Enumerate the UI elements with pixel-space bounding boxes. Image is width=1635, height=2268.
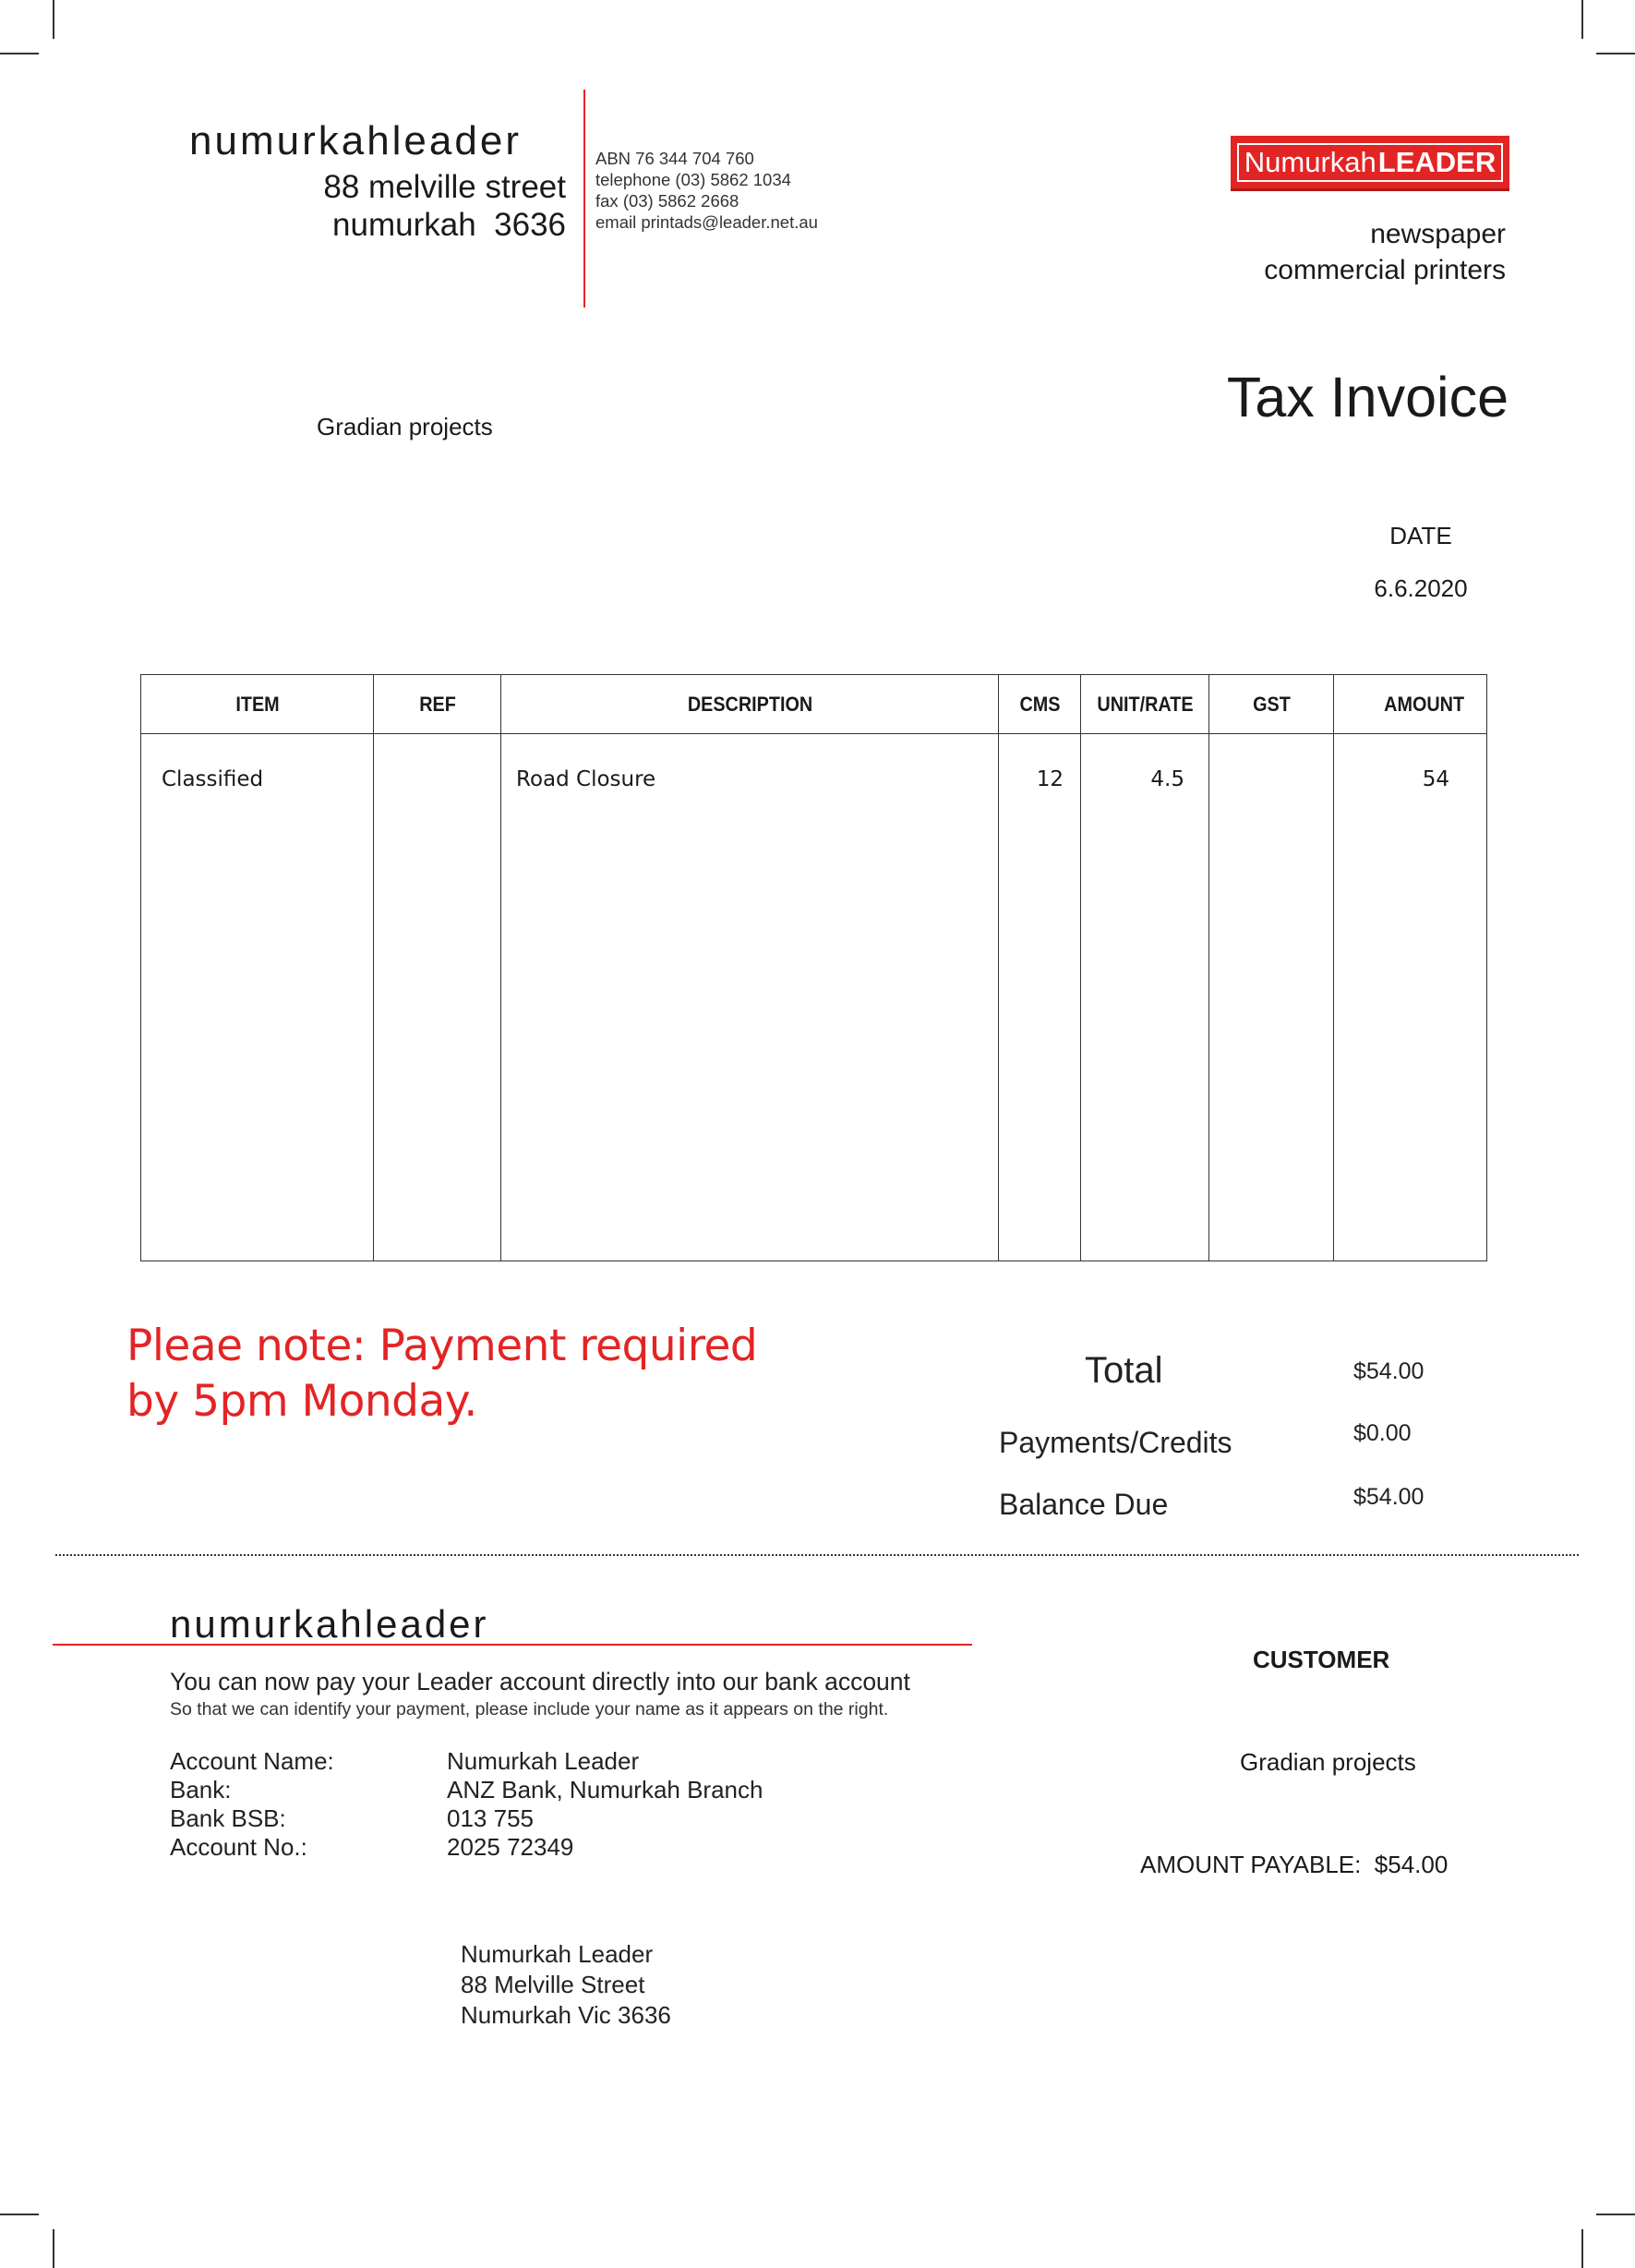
crop-mark xyxy=(1581,0,1583,39)
column-header-amount: AMOUNT xyxy=(1341,675,1479,734)
crop-mark xyxy=(53,2229,54,2268)
crop-mark xyxy=(0,53,39,54)
crop-mark xyxy=(53,0,54,39)
bank-bsb: 013 755 xyxy=(447,1804,534,1832)
account-name: Numurkah Leader xyxy=(447,1747,640,1775)
cell-description: Road Closure xyxy=(501,734,999,1261)
table-row xyxy=(141,734,1487,1261)
telephone: telephone (03) 5862 1034 xyxy=(595,170,791,189)
crop-mark xyxy=(0,2214,39,2215)
cell-amount: 54 xyxy=(1334,734,1487,1261)
logo-bold: LEADER xyxy=(1377,145,1497,178)
remittance-underline xyxy=(53,1644,972,1646)
address-line: numurkah 3636 xyxy=(332,207,566,243)
payments-label: Payments/Credits xyxy=(999,1426,1232,1459)
cell-cms: 12 xyxy=(999,734,1081,1261)
account-number: 2025 72349 xyxy=(447,1833,574,1861)
bank-label: Bank: xyxy=(170,1776,232,1804)
mailing-address-line: Numurkah Leader xyxy=(461,1940,654,1968)
mailing-address xyxy=(461,1939,671,2031)
customer-name: Gradian projects xyxy=(317,413,493,440)
amount-payable: AMOUNT PAYABLE: $54.00 xyxy=(1140,1851,1449,1878)
bank-values xyxy=(447,1747,763,1862)
address-line: 88 melville street xyxy=(323,169,566,205)
tagline-line: commercial printers xyxy=(1264,255,1506,285)
logo-light: Numurkah xyxy=(1244,145,1377,178)
logo-text xyxy=(1237,143,1503,182)
fax: fax (03) 5862 2668 xyxy=(595,191,739,211)
contact-details xyxy=(595,148,818,233)
account-no-label: Account No.: xyxy=(170,1833,307,1861)
remittance-customer-name: Gradian projects xyxy=(1240,1748,1416,1776)
bank-payment-info: You can now pay your Leader account directly into our bank account xyxy=(170,1668,910,1695)
newspaper-logo xyxy=(1231,136,1509,191)
items-table xyxy=(140,674,1487,1261)
page-title: Tax Invoice xyxy=(1226,366,1509,428)
total-label: Total xyxy=(1085,1350,1163,1391)
account-name-label: Account Name: xyxy=(170,1747,334,1775)
column-header-gst: GST xyxy=(1215,675,1328,734)
balance-value: $54.00 xyxy=(1353,1484,1425,1510)
cell-ref xyxy=(374,734,501,1261)
cell-unit-rate: 4.5 xyxy=(1081,734,1209,1261)
bank-payment-instructions: So that we can identify your payment, please include your name as it appears on the right. xyxy=(170,1699,889,1719)
column-header-ref: REF xyxy=(379,675,494,734)
customer-heading: CUSTOMER xyxy=(1253,1646,1390,1673)
tear-off-line xyxy=(55,1554,1579,1556)
table-header-row xyxy=(141,675,1487,734)
balance-label: Balance Due xyxy=(999,1488,1169,1521)
email: email printads@leader.net.au xyxy=(595,212,818,232)
mailing-address-line: 88 Melville Street xyxy=(461,1971,645,1998)
business-address xyxy=(178,168,566,244)
cell-gst xyxy=(1209,734,1334,1261)
payment-note-line: Pleae note: Payment required xyxy=(126,1321,758,1371)
payment-note xyxy=(126,1319,757,1430)
abn: ABN 76 344 704 760 xyxy=(595,149,754,168)
remittance-brand: numurkahleader xyxy=(170,1602,489,1646)
payment-note-line: by 5pm Monday. xyxy=(126,1376,477,1427)
bank-name: ANZ Bank, Numurkah Branch xyxy=(447,1776,763,1804)
column-header-cms: CMS xyxy=(1003,675,1076,734)
payments-value: $0.00 xyxy=(1353,1420,1412,1446)
bsb-label: Bank BSB: xyxy=(170,1804,286,1832)
tagline xyxy=(1264,216,1506,288)
mailing-address-line: Numurkah Vic 3636 xyxy=(461,2001,671,2029)
total-value: $54.00 xyxy=(1353,1358,1425,1384)
bank-details xyxy=(170,1747,334,1862)
cell-item: Classified xyxy=(141,734,374,1261)
column-header-description: DESCRIPTION xyxy=(525,675,973,734)
crop-mark xyxy=(1596,2214,1635,2215)
crop-mark xyxy=(1581,2229,1583,2268)
date-value: 6.6.2020 xyxy=(1374,574,1468,602)
tagline-line: newspaper xyxy=(1370,219,1506,249)
date-label: DATE xyxy=(1389,522,1452,549)
brand-wordmark: numurkahleader xyxy=(189,118,522,163)
column-header-unit-rate: UNIT/RATE xyxy=(1087,675,1202,734)
column-header-item: ITEM xyxy=(152,675,362,734)
crop-mark xyxy=(1596,53,1635,54)
header-divider xyxy=(583,90,585,308)
